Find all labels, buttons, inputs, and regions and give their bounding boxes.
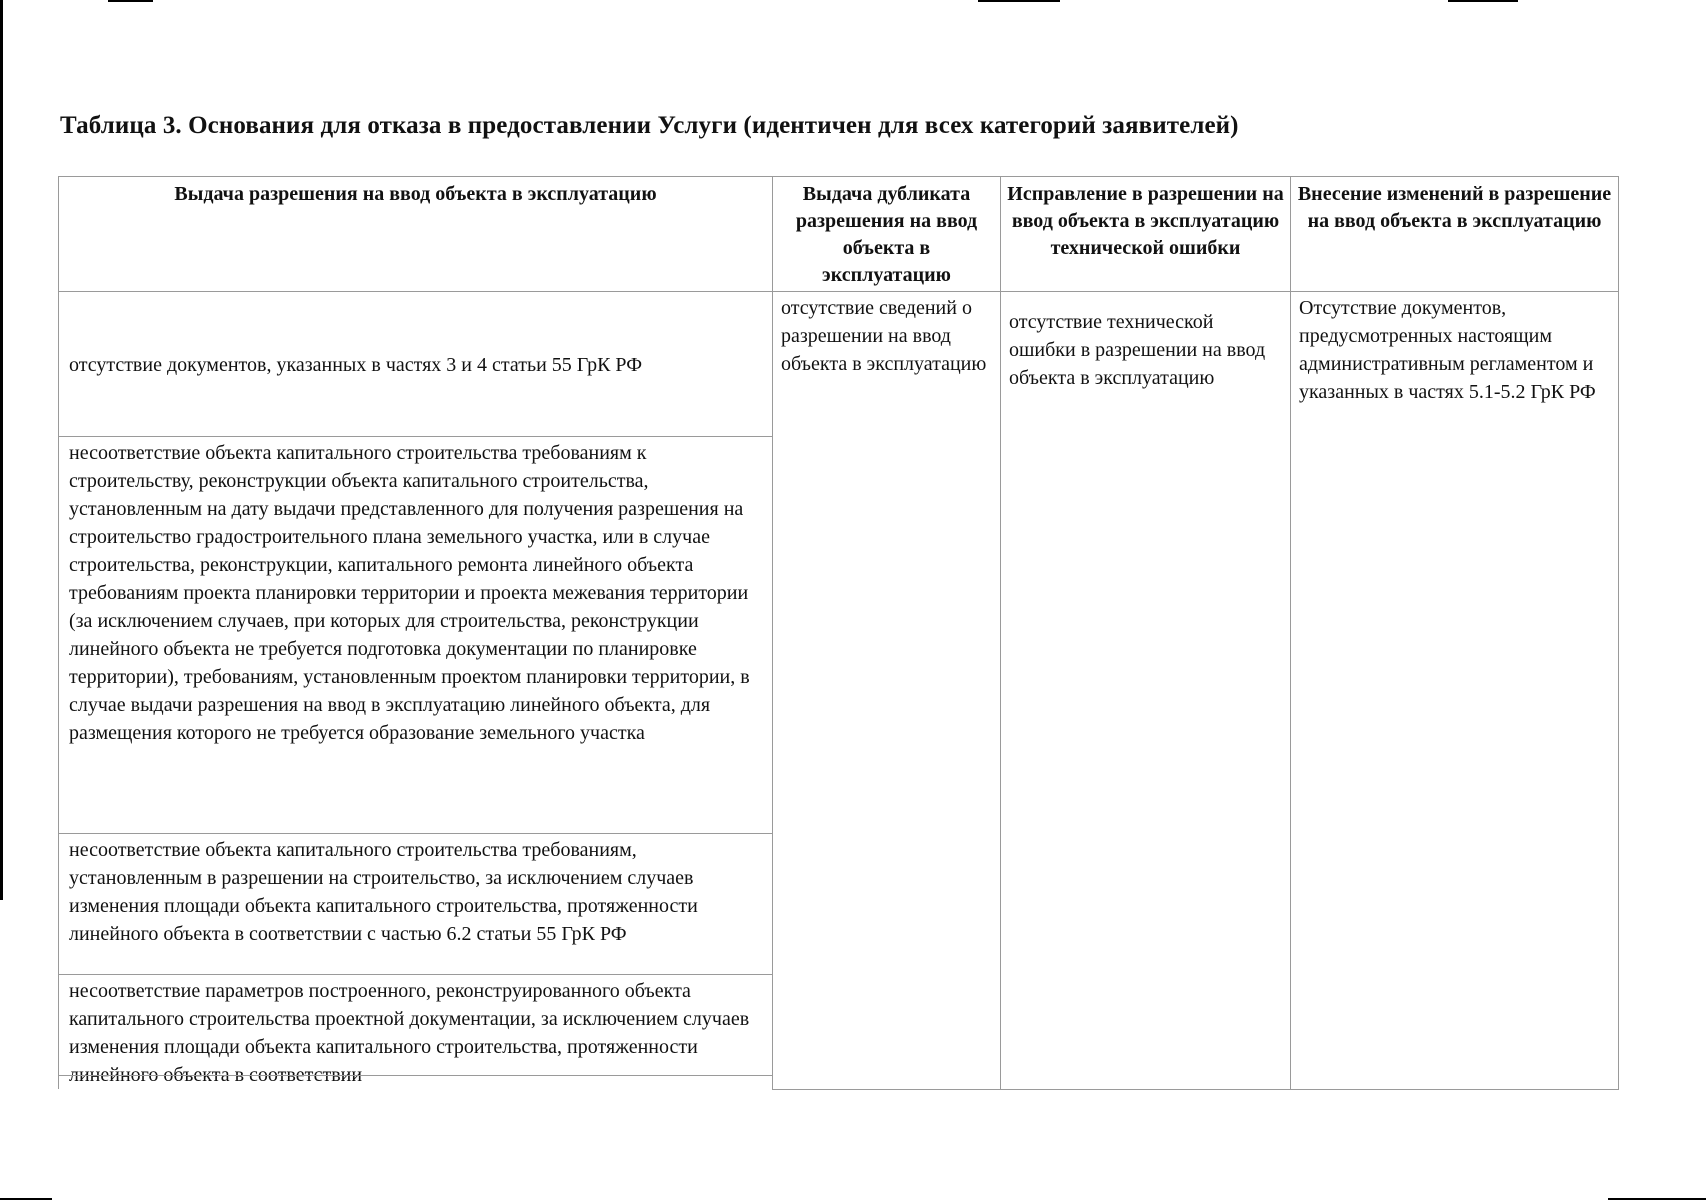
cell-error-ground: отсутствие технической ошибки в разрешении на ввод объекта в эксплуатацию <box>1001 292 1291 1090</box>
cell-amendment-ground: Отсутствие документов, предусмотренных настоящим административным регламентом и указанных в частях 5.1-5.2 ГрК РФ <box>1291 292 1619 1090</box>
table-cut-line <box>58 1075 773 1076</box>
cell-missing-documents: отсутствие документов, указанных в частях 3 и 4 статьи 55 ГрК РФ <box>59 292 773 437</box>
scan-edge <box>0 0 3 900</box>
header-issue-permit: Выдача разрешения на ввод объекта в эксплуатацию <box>59 177 773 292</box>
refusal-grounds-table <box>58 176 1619 1090</box>
cell-duplicate-ground: отсутствие сведений о разрешении на ввод объекта в эксплуатацию <box>773 292 1001 1090</box>
header-error-correction: Исправление в разрешении на ввод объекта в эксплуатацию технической ошибки <box>1001 177 1291 292</box>
scan-mark <box>108 0 153 2</box>
cell-noncompliance-permit: несоответствие объекта капитального строительства требованиям, установленным в разрешении на строительство, за исключением случаев изменения площади объекта капитального строительства, протяженности линейного объекта в соответствии с частью 6.2 статьи 55 ГрК РФ <box>59 834 773 975</box>
table-row <box>59 292 1619 437</box>
header-duplicate: Выдача дубликата разрешения на ввод объекта в эксплуатацию <box>773 177 1001 292</box>
cell-noncompliance-project-docs: несоответствие параметров построенного, реконструированного объекта капитального строительства проектной документации, за исключением случаев изменения площади объекта капитального строительства, протяженности линейного объекта в соответствии <box>59 975 773 1090</box>
table-title: Таблица 3. Основания для отказа в предоставлении Услуги (идентичен для всех категорий заявителей) <box>60 112 1239 139</box>
scan-mark <box>1448 0 1518 2</box>
table-header-row <box>59 177 1619 292</box>
cell-noncompliance-gpzu: несоответствие объекта капитального строительства требованиям к строительству, реконструкции объекта капитального строительства, установленным на дату выдачи представленного для получения разрешения на строительство градостроительного плана земельного участка, или в случае строительства, реконструкции, капитального ремонта линейного объекта требованиям проекта планировки территории и проекта межевания территории (за исключением случаев, при которых для строительства, реконструкции линейного объекта не требуется подготовка документации по планировке территории), требованиям, установленным проектом планировки территории, в случае выдачи разрешения на ввод в эксплуатацию линейного объекта, для размещения которого не требуется образование земельного участка <box>59 437 773 834</box>
header-amendment: Внесение изменений в разрешение на ввод объекта в эксплуатацию <box>1291 177 1619 292</box>
scan-mark <box>978 0 1060 2</box>
